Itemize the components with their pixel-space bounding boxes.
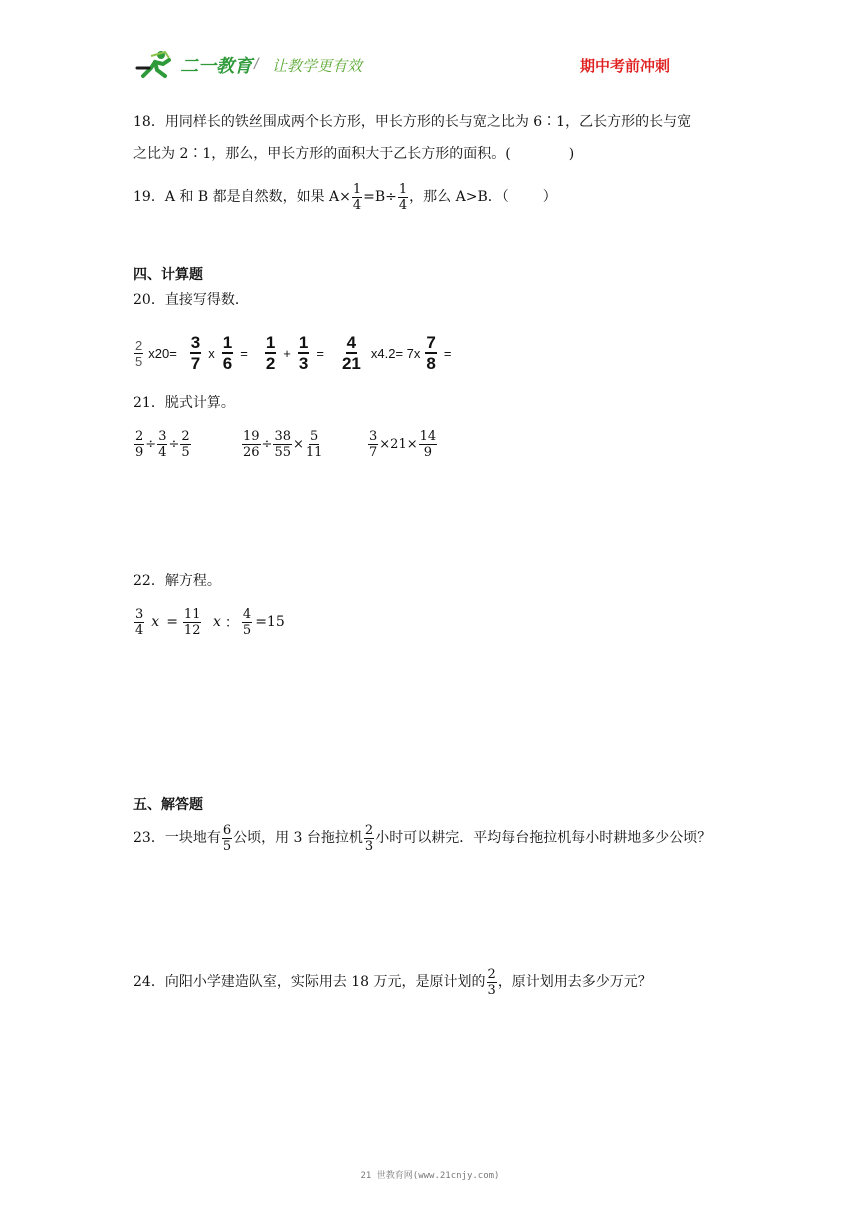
q21-e2-frac-a bbox=[242, 430, 261, 459]
denominator: 4 bbox=[135, 622, 144, 638]
q19-prefix: 19．A 和 B 都是自然数，如果 A× bbox=[133, 189, 351, 205]
q24-fraction-1 bbox=[487, 968, 497, 997]
q19 bbox=[133, 177, 557, 217]
denominator: 5 bbox=[242, 622, 252, 638]
numerator: 38 bbox=[274, 428, 291, 444]
q22-equation-1 bbox=[133, 602, 202, 642]
q20-text-4: = bbox=[316, 345, 324, 361]
running-man-logo-icon bbox=[135, 50, 175, 80]
denominator: 11 bbox=[305, 444, 323, 460]
numerator: 2 bbox=[135, 337, 143, 353]
q20-text-5: x4.2= 7x bbox=[370, 345, 421, 361]
denominator: 7 bbox=[190, 354, 201, 373]
q23-suffix: 小时可以耕完．平均每台拖拉机每小时耕地多少公顷？ bbox=[375, 830, 712, 846]
numerator: 3 bbox=[135, 606, 144, 622]
numerator: 7 bbox=[426, 333, 436, 352]
q18-close-paren: ) bbox=[568, 146, 575, 162]
q22-eq2-var: x bbox=[213, 614, 221, 630]
numerator: 3 bbox=[158, 428, 167, 444]
q18-line2-text: 之比为 2∶1，那么，甲长方形的面积大于乙长方形的面积。( bbox=[133, 146, 511, 162]
header-slash: / bbox=[254, 56, 259, 73]
denominator: 5 bbox=[222, 838, 232, 854]
denominator: 9 bbox=[423, 444, 433, 460]
denominator: 9 bbox=[135, 444, 144, 460]
q20-text-1: x bbox=[208, 345, 215, 361]
q24 bbox=[133, 962, 652, 1002]
q22-eq2-op: ： bbox=[224, 615, 239, 631]
q21-title: 21．脱式计算。 bbox=[133, 395, 235, 411]
q20-text-3: + bbox=[283, 345, 291, 361]
q21-e1-op1: ÷ bbox=[145, 436, 157, 452]
numerator: 1 bbox=[298, 333, 309, 352]
q21-expression-1 bbox=[133, 424, 192, 464]
numerator: 3 bbox=[190, 333, 201, 352]
q20-fraction-0 bbox=[134, 339, 143, 368]
q21-e2-op1: ÷ bbox=[261, 436, 273, 452]
q24-prefix: 24．向阳小学建造队室，实际用去 18 万元，是原计划的 bbox=[133, 974, 486, 990]
q20-title: 20．直接写得数． bbox=[133, 292, 249, 308]
q23 bbox=[133, 818, 711, 858]
q22-eq1-frac-a bbox=[134, 608, 144, 637]
numerator: 3 bbox=[369, 428, 378, 444]
q23-prefix: 23．一块地有 bbox=[133, 830, 221, 846]
numerator: 1 bbox=[398, 181, 408, 197]
q21-e1-frac-b bbox=[157, 430, 167, 459]
q18-line1: 18．用同样长的铁丝围成两个长方形，甲长方形的长与宽之比为 6∶1，乙长方形的长与宽 bbox=[133, 114, 692, 130]
q21-e1-frac-a bbox=[134, 430, 144, 459]
q19-fraction-2 bbox=[398, 183, 408, 212]
q19-suffix: ，那么 A>B．（ bbox=[409, 189, 509, 205]
q21-e2-frac-b bbox=[273, 430, 292, 459]
denominator: 7 bbox=[369, 444, 378, 460]
numerator: 1 bbox=[222, 333, 233, 352]
header-slogan: 让教学更有效 bbox=[272, 57, 363, 75]
denominator: 55 bbox=[274, 444, 291, 460]
numerator: 4 bbox=[242, 606, 252, 622]
numerator: 2 bbox=[181, 428, 190, 444]
section-5-title: 五、解答题 bbox=[133, 797, 203, 813]
q18-line2 bbox=[133, 144, 574, 164]
logo-text: 二一教育 bbox=[180, 56, 253, 77]
numerator: 1 bbox=[352, 181, 362, 197]
numerator: 4 bbox=[346, 333, 357, 352]
numerator: 2 bbox=[364, 822, 374, 838]
header-exam-label: 期中考前冲刺 bbox=[580, 57, 671, 75]
q21-e3-frac-a bbox=[368, 430, 378, 459]
denominator: 3 bbox=[298, 354, 309, 373]
page-footer: 21 世教育网(www.21cnjy.com) bbox=[360, 1171, 500, 1181]
q20-text-0: x20= bbox=[148, 345, 177, 361]
q20-fraction-5 bbox=[341, 334, 362, 372]
denominator: 3 bbox=[364, 838, 374, 854]
denominator: 2 bbox=[265, 354, 276, 373]
q21-e1-op2: ÷ bbox=[168, 436, 180, 452]
q21-expression-2 bbox=[241, 424, 324, 464]
q22-eq1-frac-b bbox=[183, 608, 202, 637]
q23-mid: 公顷，用 3 台拖拉机 bbox=[233, 830, 363, 846]
q19-fraction-1 bbox=[352, 183, 362, 212]
q20-fraction-2 bbox=[222, 334, 233, 372]
numerator: 2 bbox=[487, 966, 496, 982]
q23-fraction-2 bbox=[364, 824, 374, 853]
q21-expression-3 bbox=[367, 424, 438, 464]
q22-eq2-rhs: =15 bbox=[255, 614, 285, 630]
q20-fraction-6 bbox=[425, 334, 436, 372]
q21-e2-op2: × bbox=[293, 436, 304, 452]
q20-fraction-3 bbox=[265, 334, 276, 372]
denominator: 5 bbox=[181, 444, 190, 460]
q19-close-paren: ） bbox=[542, 189, 557, 205]
numerator: 5 bbox=[310, 428, 319, 444]
numerator: 2 bbox=[135, 428, 144, 444]
numerator: 19 bbox=[243, 428, 260, 444]
section-4-title: 四、计算题 bbox=[133, 267, 203, 283]
q21-e1-frac-c bbox=[180, 430, 190, 459]
denominator: 5 bbox=[135, 353, 143, 369]
q19-mid: =B÷ bbox=[363, 189, 397, 205]
denominator: 12 bbox=[183, 622, 201, 638]
numerator: 11 bbox=[183, 606, 201, 622]
denominator: 4 bbox=[398, 197, 408, 213]
denominator: 3 bbox=[487, 982, 496, 998]
denominator: 26 bbox=[243, 444, 260, 460]
q21-e2-frac-c bbox=[305, 430, 324, 459]
q22-eq1-var: x bbox=[151, 614, 160, 630]
q23-fraction-1 bbox=[222, 824, 232, 853]
q21-e3-frac-c bbox=[419, 430, 438, 459]
q22-title: 22．解方程。 bbox=[133, 573, 221, 589]
q22-eq1-equals: = bbox=[166, 614, 178, 630]
q20-fraction-1 bbox=[190, 334, 201, 372]
q20-text-6: = bbox=[443, 345, 452, 361]
denominator: 6 bbox=[222, 354, 233, 373]
denominator: 4 bbox=[352, 197, 362, 213]
q21-e3-op1: ×21× bbox=[379, 436, 418, 452]
q20-fraction-4 bbox=[298, 334, 309, 372]
denominator: 8 bbox=[426, 354, 436, 373]
header-logo bbox=[135, 50, 252, 80]
numerator: 1 bbox=[265, 333, 276, 352]
q22-equation-2 bbox=[213, 602, 285, 642]
denominator: 4 bbox=[158, 444, 167, 460]
q22-eq2-frac bbox=[242, 608, 252, 637]
denominator: 21 bbox=[341, 354, 361, 373]
q20-text-2: = bbox=[240, 345, 248, 361]
q24-suffix: ，原计划用去多少万元？ bbox=[497, 974, 652, 990]
q20-expressions bbox=[133, 332, 451, 374]
numerator: 14 bbox=[419, 428, 437, 444]
numerator: 6 bbox=[222, 822, 232, 838]
